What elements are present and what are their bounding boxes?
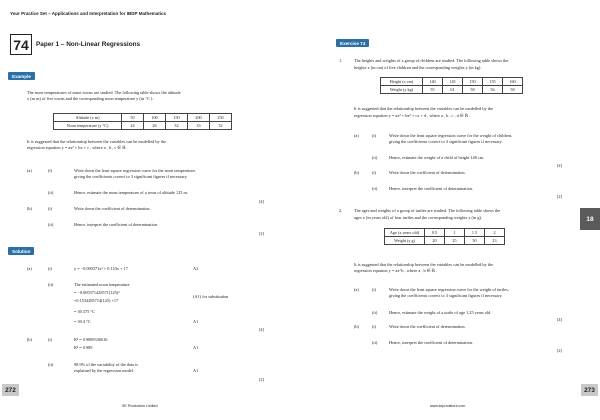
chapter-number-box bbox=[10, 34, 32, 55]
q1-b-i-label: (i) bbox=[372, 170, 377, 175]
table-row bbox=[381, 78, 523, 86]
q2-b-label: (b) bbox=[354, 324, 360, 329]
s-a-ii-line-1: The estimated noon temperature bbox=[74, 282, 130, 287]
table-cell: 250 bbox=[210, 114, 232, 122]
s-a-ii-line-3: +0.1534285714(125) +17 bbox=[74, 298, 119, 303]
table-cell: 33 bbox=[188, 122, 210, 130]
table-cell: Weight (y g) bbox=[385, 237, 425, 245]
s-b-ii-line-1: 98.9% of the variability of the data is bbox=[74, 362, 138, 367]
table-cell: 61 bbox=[443, 86, 463, 94]
model-text-1: It is suggested that the relationship between the variables can be modelled by the bbox=[27, 139, 167, 144]
s-b-ii-mark: A1 bbox=[193, 368, 199, 373]
table-cell: 55 bbox=[423, 86, 443, 94]
s-a-i-label: (i) bbox=[48, 266, 53, 271]
chapter-number: 74 bbox=[13, 36, 29, 53]
q2-b-marks: [2] bbox=[557, 348, 563, 353]
example-intro-2: x (m m) of five towns and the corresponding noon temperature y (in °C ). bbox=[27, 96, 154, 101]
q2-model-1: It is suggested that the relationship between the variables can be modelled by the bbox=[354, 262, 494, 267]
q-a-i-text-2: giving the coefficients correct to 3 significant figures if necessary. bbox=[74, 174, 188, 179]
q2-b-i-text: Write down the coefficient of determination. bbox=[389, 324, 466, 329]
example-table bbox=[53, 113, 232, 130]
s-b-marks: [2] bbox=[259, 377, 265, 382]
q1-intro-2: heights x (in cm) of five children and the corresponding weights y (in kg). bbox=[354, 65, 482, 70]
table-cell: 24 bbox=[122, 122, 144, 130]
q1-table bbox=[380, 77, 523, 94]
q1-a-i-label: (i) bbox=[372, 133, 377, 138]
q1-a-i-text-2: giving the coefficients correct to 3 significant figures if necessary. bbox=[389, 139, 503, 144]
table-cell: 140 bbox=[423, 78, 443, 86]
q2-table bbox=[384, 228, 505, 245]
q2-a-marks: [4] bbox=[557, 317, 563, 322]
q1-model-2: regression equation y = ax³ + bx² + cx + d , where a , b , c , d ∈ ℝ . bbox=[354, 113, 471, 118]
q2-a-ii-label: (ii) bbox=[372, 310, 378, 315]
q2-intro-1: The ages and weights of a group of turtles are studied. The following table shows the bbox=[354, 208, 501, 213]
q-a-label: (a) bbox=[27, 168, 32, 173]
q2-intro-2: ages x (in years old) of four turtles and the corresponding weights y (in g). bbox=[354, 215, 483, 220]
table-cell: 23 bbox=[485, 237, 505, 245]
s-a-ii-line-5: = 30.4 °C bbox=[74, 319, 91, 324]
chapter-side-tab-label: 18 bbox=[586, 215, 594, 223]
q2-model-2: regression equation y = ax^b , where a , b ∈ ℝ . bbox=[354, 268, 438, 273]
table-cell: 1.5 bbox=[465, 229, 485, 237]
footer-left: SE Production Limited bbox=[122, 404, 158, 408]
q-b-marks: [2] bbox=[259, 231, 265, 236]
q2-a-label: (a) bbox=[354, 287, 359, 292]
q1-b-ii-text: Hence, interpret the coefficient of determination. bbox=[389, 186, 474, 191]
chapter-side-tab bbox=[580, 208, 600, 230]
table-row bbox=[54, 114, 232, 122]
q2-b-ii-text: Hence, interpret the coefficient of determination. bbox=[389, 340, 474, 345]
s-a-i-text: y = −0.000371x² + 0.153x + 17 bbox=[74, 266, 128, 271]
table-cell: 100 bbox=[144, 114, 166, 122]
s-a-ii-note: (A1) for substitution bbox=[193, 294, 229, 299]
q1-model-1: It is suggested that the relationship between the variables can be modelled by the bbox=[354, 106, 494, 111]
table-cell: 25 bbox=[445, 237, 465, 245]
table-cell: 32 bbox=[166, 122, 188, 130]
s-b-i-mark: A1 bbox=[193, 345, 199, 350]
q-b-label: (b) bbox=[27, 206, 33, 211]
table-cell: Noon temperature (y °C) bbox=[54, 122, 122, 130]
q1-a-ii-label: (ii) bbox=[372, 155, 378, 160]
table-row bbox=[385, 229, 505, 237]
table-cell: 1 bbox=[445, 229, 465, 237]
page-number-left: 272 bbox=[2, 384, 19, 396]
q2-b-i-label: (i) bbox=[372, 324, 377, 329]
table-cell: 145 bbox=[443, 78, 463, 86]
q-b-i-text: Write down the coefficient of determination. bbox=[74, 206, 151, 211]
q1-b-label: (b) bbox=[354, 170, 360, 175]
table-cell: 30 bbox=[465, 237, 485, 245]
q1-number: 1. bbox=[339, 58, 343, 63]
q1-a-i-text-1: Write down the least square regression curve for the weight of children, bbox=[389, 133, 513, 138]
table-cell: Altitude (x m) bbox=[54, 114, 122, 122]
s-b-i-line-2: R² = 0.989 bbox=[74, 345, 93, 350]
s-a-ii-label: (ii) bbox=[48, 282, 54, 287]
s-b-i-line-1: R² = 0.9889336016 bbox=[74, 337, 108, 342]
s-a-ii-mark: A1 bbox=[193, 319, 199, 324]
q-a-i-label: (i) bbox=[48, 168, 53, 173]
q1-a-ii-text: Hence, estimate the weight of a child of height 148 cm. bbox=[389, 155, 485, 160]
s-a-marks: [4] bbox=[259, 327, 265, 332]
q1-a-label: (a) bbox=[354, 133, 359, 138]
q-a-ii-label: (ii) bbox=[48, 190, 54, 195]
table-cell: 26 bbox=[144, 122, 166, 130]
chapter-title: Paper 1 – Non-Linear Regressions bbox=[36, 41, 141, 48]
table-cell: 32 bbox=[210, 122, 232, 130]
q1-b-i-text: Write down the coefficient of determination. bbox=[389, 170, 466, 175]
q1-b-ii-label: (ii) bbox=[372, 186, 378, 191]
table-cell: Weight (y kg) bbox=[381, 86, 423, 94]
s-b-label: (b) bbox=[27, 337, 33, 342]
page-number-right: 273 bbox=[581, 384, 598, 396]
table-cell: 50 bbox=[122, 114, 144, 122]
q-a-ii-text: Hence, estimate the noon temperature of a town of altitude 125 m. bbox=[74, 190, 188, 195]
q2-number: 2. bbox=[339, 208, 343, 213]
model-text-2: regression equation y = ax² + bx + c , where a , b , c ∈ ℝ . bbox=[27, 145, 128, 150]
q2-a-i-text-2: giving the coefficients correct to 3 significant figures if necessary. bbox=[389, 293, 503, 298]
q-b-ii-label: (ii) bbox=[48, 222, 54, 227]
exercise-label: Exercise 74 bbox=[336, 39, 369, 47]
table-row bbox=[381, 86, 523, 94]
footer-right: www.seprodstore.com bbox=[430, 404, 466, 408]
s-b-ii-label: (ii) bbox=[48, 362, 54, 367]
s-b-i-label: (i) bbox=[48, 337, 53, 342]
solution-label: Solution bbox=[8, 247, 34, 255]
q2-b-ii-label: (ii) bbox=[372, 340, 378, 345]
table-cell: 160 bbox=[503, 78, 523, 86]
example-label: Example bbox=[8, 72, 35, 80]
table-cell: 0.5 bbox=[425, 229, 445, 237]
q2-a-i-text-1: Write down the least square regression curve for the weight of turtles, bbox=[389, 287, 509, 292]
running-header: Your Practice Set – Applications and Interpretation for IBDP Mathematics bbox=[10, 11, 166, 16]
table-cell: 58 bbox=[463, 86, 483, 94]
table-cell: 150 bbox=[463, 78, 483, 86]
s-a-ii-line-2: = −0.000371428571(125)² bbox=[74, 290, 120, 295]
q1-b-marks: [2] bbox=[557, 194, 563, 199]
table-cell: 2 bbox=[485, 229, 505, 237]
table-cell: 58 bbox=[503, 86, 523, 94]
q-a-i-text-1: Write down the least square regression curve for the noon temperature, bbox=[74, 168, 196, 173]
table-cell: 150 bbox=[166, 114, 188, 122]
table-cell: 200 bbox=[188, 114, 210, 122]
q-b-i-label: (i) bbox=[48, 206, 53, 211]
q1-intro-1: The heights and weights of a group of children are studied. The following table shows the bbox=[354, 58, 509, 63]
s-a-ii-line-4: = 30.375 °C bbox=[74, 309, 95, 314]
table-cell: 20 bbox=[425, 237, 445, 245]
table-cell: Age (x years old) bbox=[385, 229, 425, 237]
table-row bbox=[54, 122, 232, 130]
table-cell: 56 bbox=[483, 86, 503, 94]
table-cell: 155 bbox=[483, 78, 503, 86]
q2-a-i-label: (i) bbox=[372, 287, 377, 292]
table-row bbox=[385, 237, 505, 245]
s-a-i-mark: A2 bbox=[193, 266, 199, 271]
q-b-ii-text: Hence, interpret the coefficient of determination. bbox=[74, 222, 159, 227]
table-cell: Height (x cm) bbox=[381, 78, 423, 86]
q-a-marks: [4] bbox=[259, 199, 265, 204]
q1-a-marks: [4] bbox=[557, 163, 563, 168]
s-a-label: (a) bbox=[27, 266, 32, 271]
q2-a-ii-text: Hence, estimate the weight of a turtle of age 1.25 years old. bbox=[389, 310, 492, 315]
s-b-ii-line-2: explained by the regression model. bbox=[74, 368, 135, 373]
example-intro-1: The noon temperatures of some towns are studied. The following table shows the altitude bbox=[27, 90, 181, 95]
